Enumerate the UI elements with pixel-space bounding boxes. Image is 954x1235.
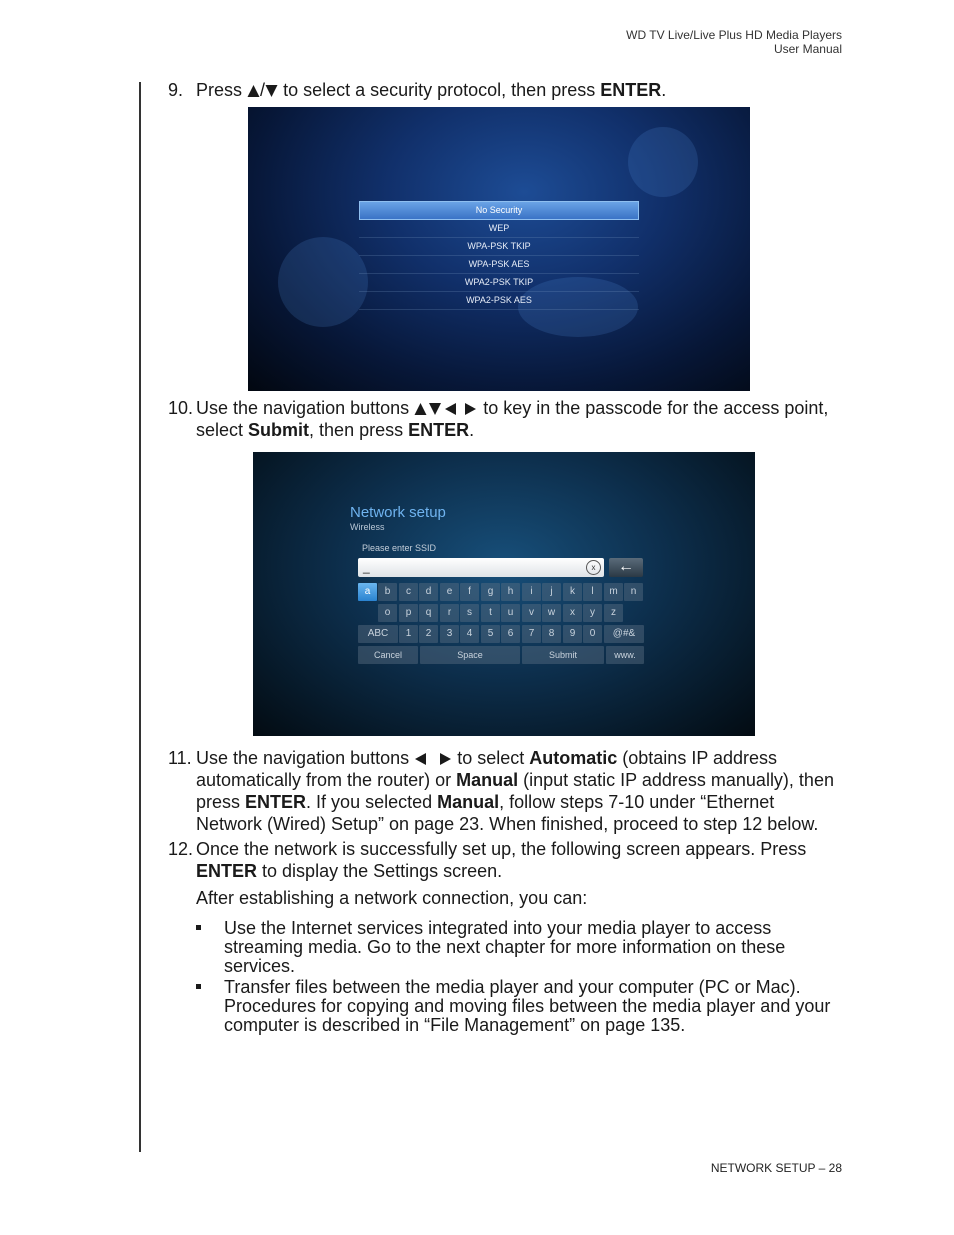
bokeh-glow xyxy=(628,127,698,197)
menu-item-wpa2-psk-aes[interactable]: WPA2-PSK AES xyxy=(359,292,639,310)
up-arrow-icon xyxy=(247,84,260,98)
header-subtitle: User Manual xyxy=(773,42,842,56)
key-k[interactable]: k xyxy=(563,583,582,601)
key-g[interactable]: g xyxy=(481,583,500,601)
down-arrow-icon xyxy=(265,84,278,98)
key-v[interactable]: v xyxy=(522,604,541,622)
bullet-marker xyxy=(196,984,201,989)
key-c[interactable]: c xyxy=(399,583,418,601)
key-d[interactable]: d xyxy=(419,583,438,601)
key-w[interactable]: w xyxy=(542,604,561,622)
key-symbols[interactable]: @#& xyxy=(604,625,644,643)
key-j[interactable]: j xyxy=(542,583,561,601)
enter-key-label: ENTER xyxy=(408,420,470,440)
bokeh-glow xyxy=(278,237,368,327)
step-number: 9. xyxy=(168,80,184,100)
security-protocol-screenshot xyxy=(248,107,750,391)
security-menu xyxy=(359,201,639,310)
ssid-prompt: Please enter SSID xyxy=(362,543,437,553)
running-header xyxy=(626,28,842,56)
key-2[interactable]: 2 xyxy=(419,625,438,643)
step-text: Once the network is successfully set up, the following screen appears. Press ENTER to display the Settings screen. xyxy=(196,839,807,881)
key-0[interactable]: 0 xyxy=(583,625,602,643)
key-f[interactable]: f xyxy=(460,583,479,601)
key-n[interactable]: n xyxy=(624,583,643,601)
submit-label: Submit xyxy=(248,420,310,440)
menu-item-wpa-psk-tkip[interactable]: WPA-PSK TKIP xyxy=(359,238,639,256)
key-u[interactable]: u xyxy=(501,604,520,622)
left-right-arrows-icon xyxy=(414,752,452,766)
key-e[interactable]: e xyxy=(440,583,459,601)
step-number: 12. xyxy=(168,839,194,859)
www-button[interactable]: www. xyxy=(606,646,644,664)
key-o[interactable]: o xyxy=(378,604,397,622)
after-connection-text: After establishing a network connection, you can: xyxy=(196,888,588,908)
key-5[interactable]: 5 xyxy=(481,625,500,643)
margin-rule xyxy=(139,82,141,1152)
input-cursor: _ xyxy=(363,560,370,574)
header-title: WD TV Live/Live Plus HD Media Players xyxy=(626,28,842,42)
clear-icon[interactable]: x xyxy=(586,560,601,575)
key-4[interactable]: 4 xyxy=(460,625,479,643)
key-9[interactable]: 9 xyxy=(563,625,582,643)
key-1[interactable]: 1 xyxy=(399,625,418,643)
screen-title: Network setup xyxy=(350,504,446,521)
submit-button[interactable]: Submit xyxy=(522,646,604,664)
space-button[interactable]: Space xyxy=(420,646,520,664)
key-i[interactable]: i xyxy=(522,583,541,601)
menu-item-wep[interactable]: WEP xyxy=(359,220,639,238)
key-3[interactable]: 3 xyxy=(440,625,459,643)
menu-item-wpa-psk-aes[interactable]: WPA-PSK AES xyxy=(359,256,639,274)
navigation-arrows-icon xyxy=(414,402,478,416)
key-t[interactable]: t xyxy=(481,604,500,622)
key-8[interactable]: 8 xyxy=(542,625,561,643)
key-7[interactable]: 7 xyxy=(522,625,541,643)
screen-subtitle: Wireless xyxy=(350,522,385,532)
key-l[interactable]: l xyxy=(583,583,602,601)
menu-item-wpa2-psk-tkip[interactable]: WPA2-PSK TKIP xyxy=(359,274,639,292)
key-h[interactable]: h xyxy=(501,583,520,601)
ssid-input[interactable] xyxy=(358,558,604,577)
key-x[interactable]: x xyxy=(563,604,582,622)
enter-key-label: ENTER xyxy=(600,80,662,100)
key-r[interactable]: r xyxy=(440,604,459,622)
key-s[interactable]: s xyxy=(460,604,479,622)
step-text: Press / to select a security protocol, then press ENTER. xyxy=(196,80,667,100)
key-b[interactable]: b xyxy=(378,583,397,601)
cancel-button[interactable]: Cancel xyxy=(358,646,418,664)
page-footer: NETWORK SETUP – 28 xyxy=(710,1161,842,1175)
step-text: Use the navigation buttons to select Automatic (obtains IP address automatically from the router) or Manual (input static IP address manually), then press ENTER. If you selected Manual, follow steps 7-10 under “Ethernet Network (Wired) Setup” on page 23. When finished, proceed to step 12 below. xyxy=(196,748,834,834)
key-abc[interactable]: ABC xyxy=(358,625,398,643)
key-z[interactable]: z xyxy=(604,604,623,622)
key-q[interactable]: q xyxy=(419,604,438,622)
key-y[interactable]: y xyxy=(583,604,602,622)
key-a[interactable]: a xyxy=(358,583,377,601)
menu-item-no-security[interactable]: No Security xyxy=(359,201,639,220)
bullet-marker xyxy=(196,925,201,930)
key-6[interactable]: 6 xyxy=(501,625,520,643)
key-m[interactable]: m xyxy=(604,583,623,601)
backspace-icon[interactable]: ← xyxy=(609,558,643,577)
step-text: Use the navigation buttons to key in the passcode for the access point, select Submit, then press ENTER. xyxy=(196,398,829,440)
key-p[interactable]: p xyxy=(399,604,418,622)
network-setup-keyboard-screenshot xyxy=(253,452,755,736)
step-number: 10. xyxy=(168,398,194,418)
step-number: 11. xyxy=(168,748,192,768)
